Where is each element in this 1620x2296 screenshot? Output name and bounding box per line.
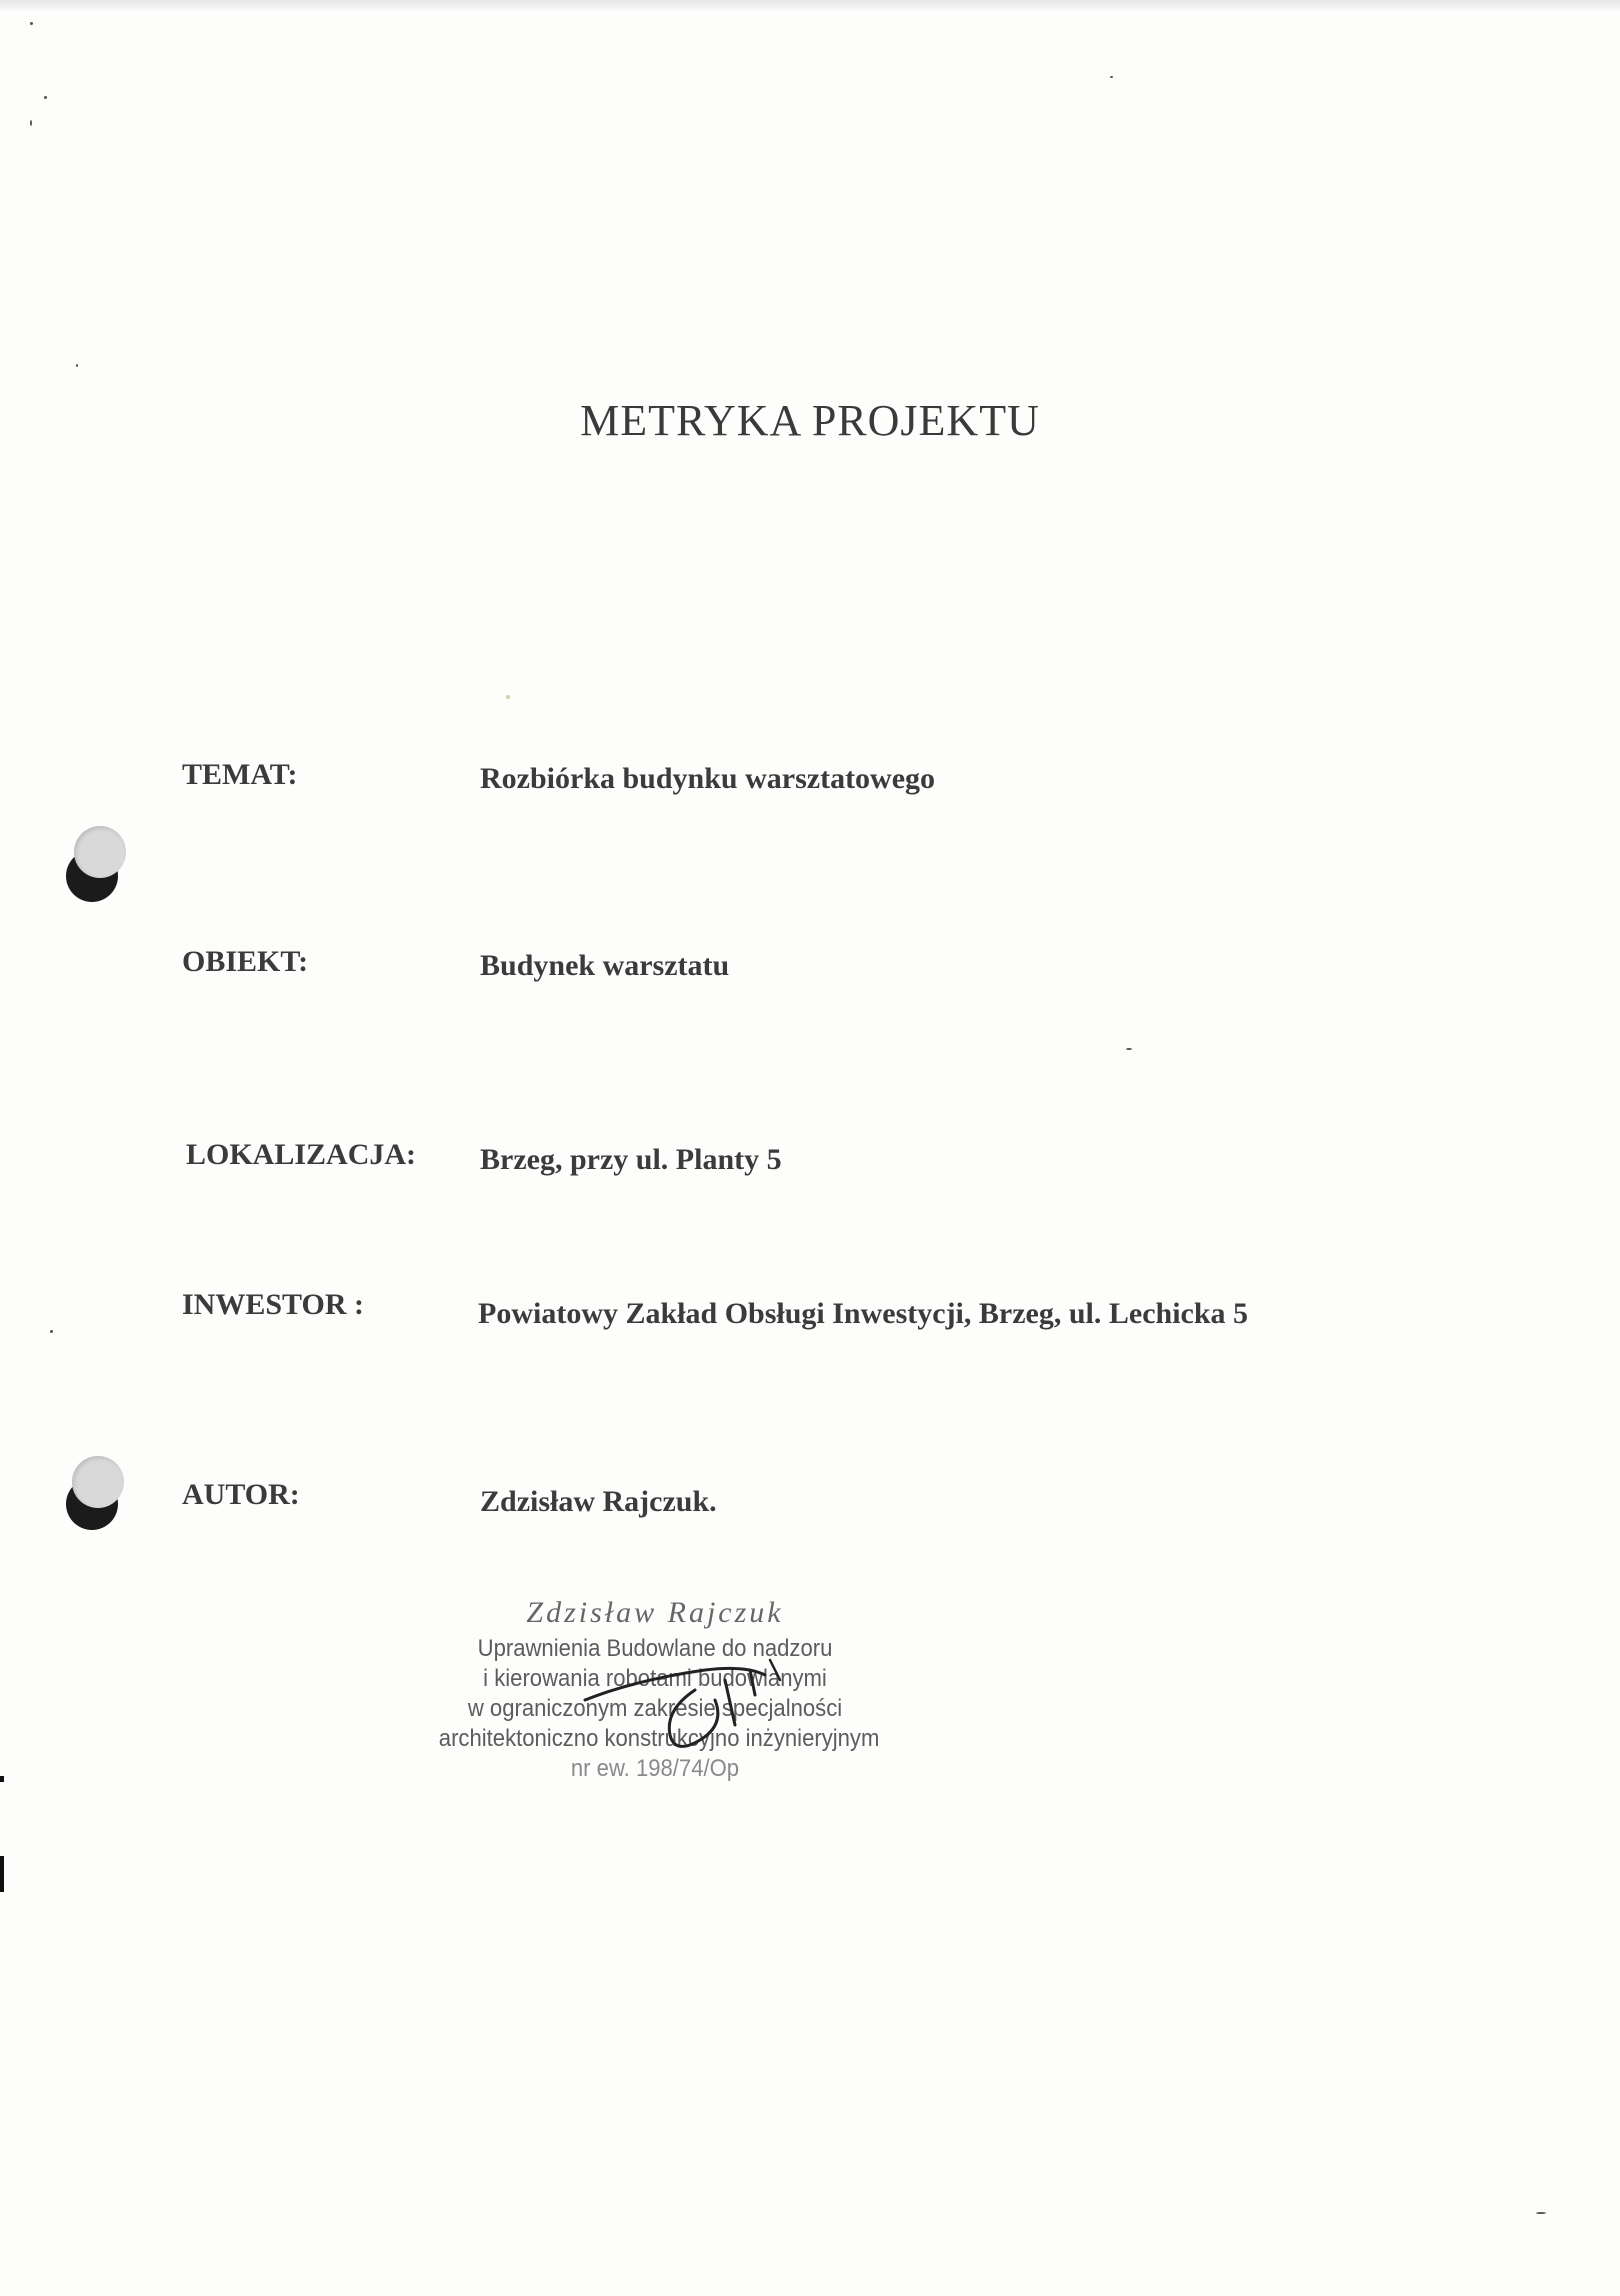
scan-speck [506,695,510,699]
field-value-lokalizacja: Brzeg, przy ul. Planty 5 [480,1143,782,1176]
scan-speck [1126,1048,1132,1050]
scan-speck [1110,76,1113,78]
stamp-line: w ograniczonym zakresie specjalności [467,1695,843,1722]
scan-speck [44,96,47,99]
field-label-obiekt: OBIEKT: [182,945,309,978]
scan-speck [30,120,32,126]
field-value-autor: Zdzisław Rajczuk. [480,1485,717,1518]
field-value-obiekt: Budynek warsztatu [480,949,730,982]
scan-speck [1536,2212,1546,2214]
stamp-line: Uprawnienia Budowlane do nadzoru [477,1635,833,1662]
document-title: METRYKA PROJEKTU [580,396,1040,445]
scan-edge-mark [0,1776,4,1782]
stamp-line: architektoniczno konstrukcyjno inżynieryjnym [438,1725,880,1752]
field-label-autor: AUTOR: [182,1478,300,1511]
field-label-inwestor: INWESTOR : [182,1288,364,1321]
punch-hole-upper [74,826,126,878]
stamp-name: Zdzisław Rajczuk [526,1596,784,1629]
punch-hole-lower [72,1456,124,1508]
scan-speck [30,22,33,25]
field-label-temat: TEMAT: [182,758,298,791]
scan-speck [50,1330,53,1333]
scan-speck [76,364,78,367]
handwritten-signature-icon [575,1640,835,1770]
stamp-line: i kierowania robotami budowlanymi [483,1665,827,1692]
scan-edge-mark [0,1856,4,1892]
field-value-temat: Rozbiórka budynku warsztatowego [480,762,936,795]
scan-top-edge [0,0,1620,12]
stamp-line: nr ew. 198/74/Op [570,1755,740,1782]
field-label-lokalizacja: LOKALIZACJA: [186,1138,417,1171]
field-value-inwestor: Powiatowy Zakład Obsługi Inwestycji, Brzeg, ul. Lechicka 5 [478,1297,1249,1330]
